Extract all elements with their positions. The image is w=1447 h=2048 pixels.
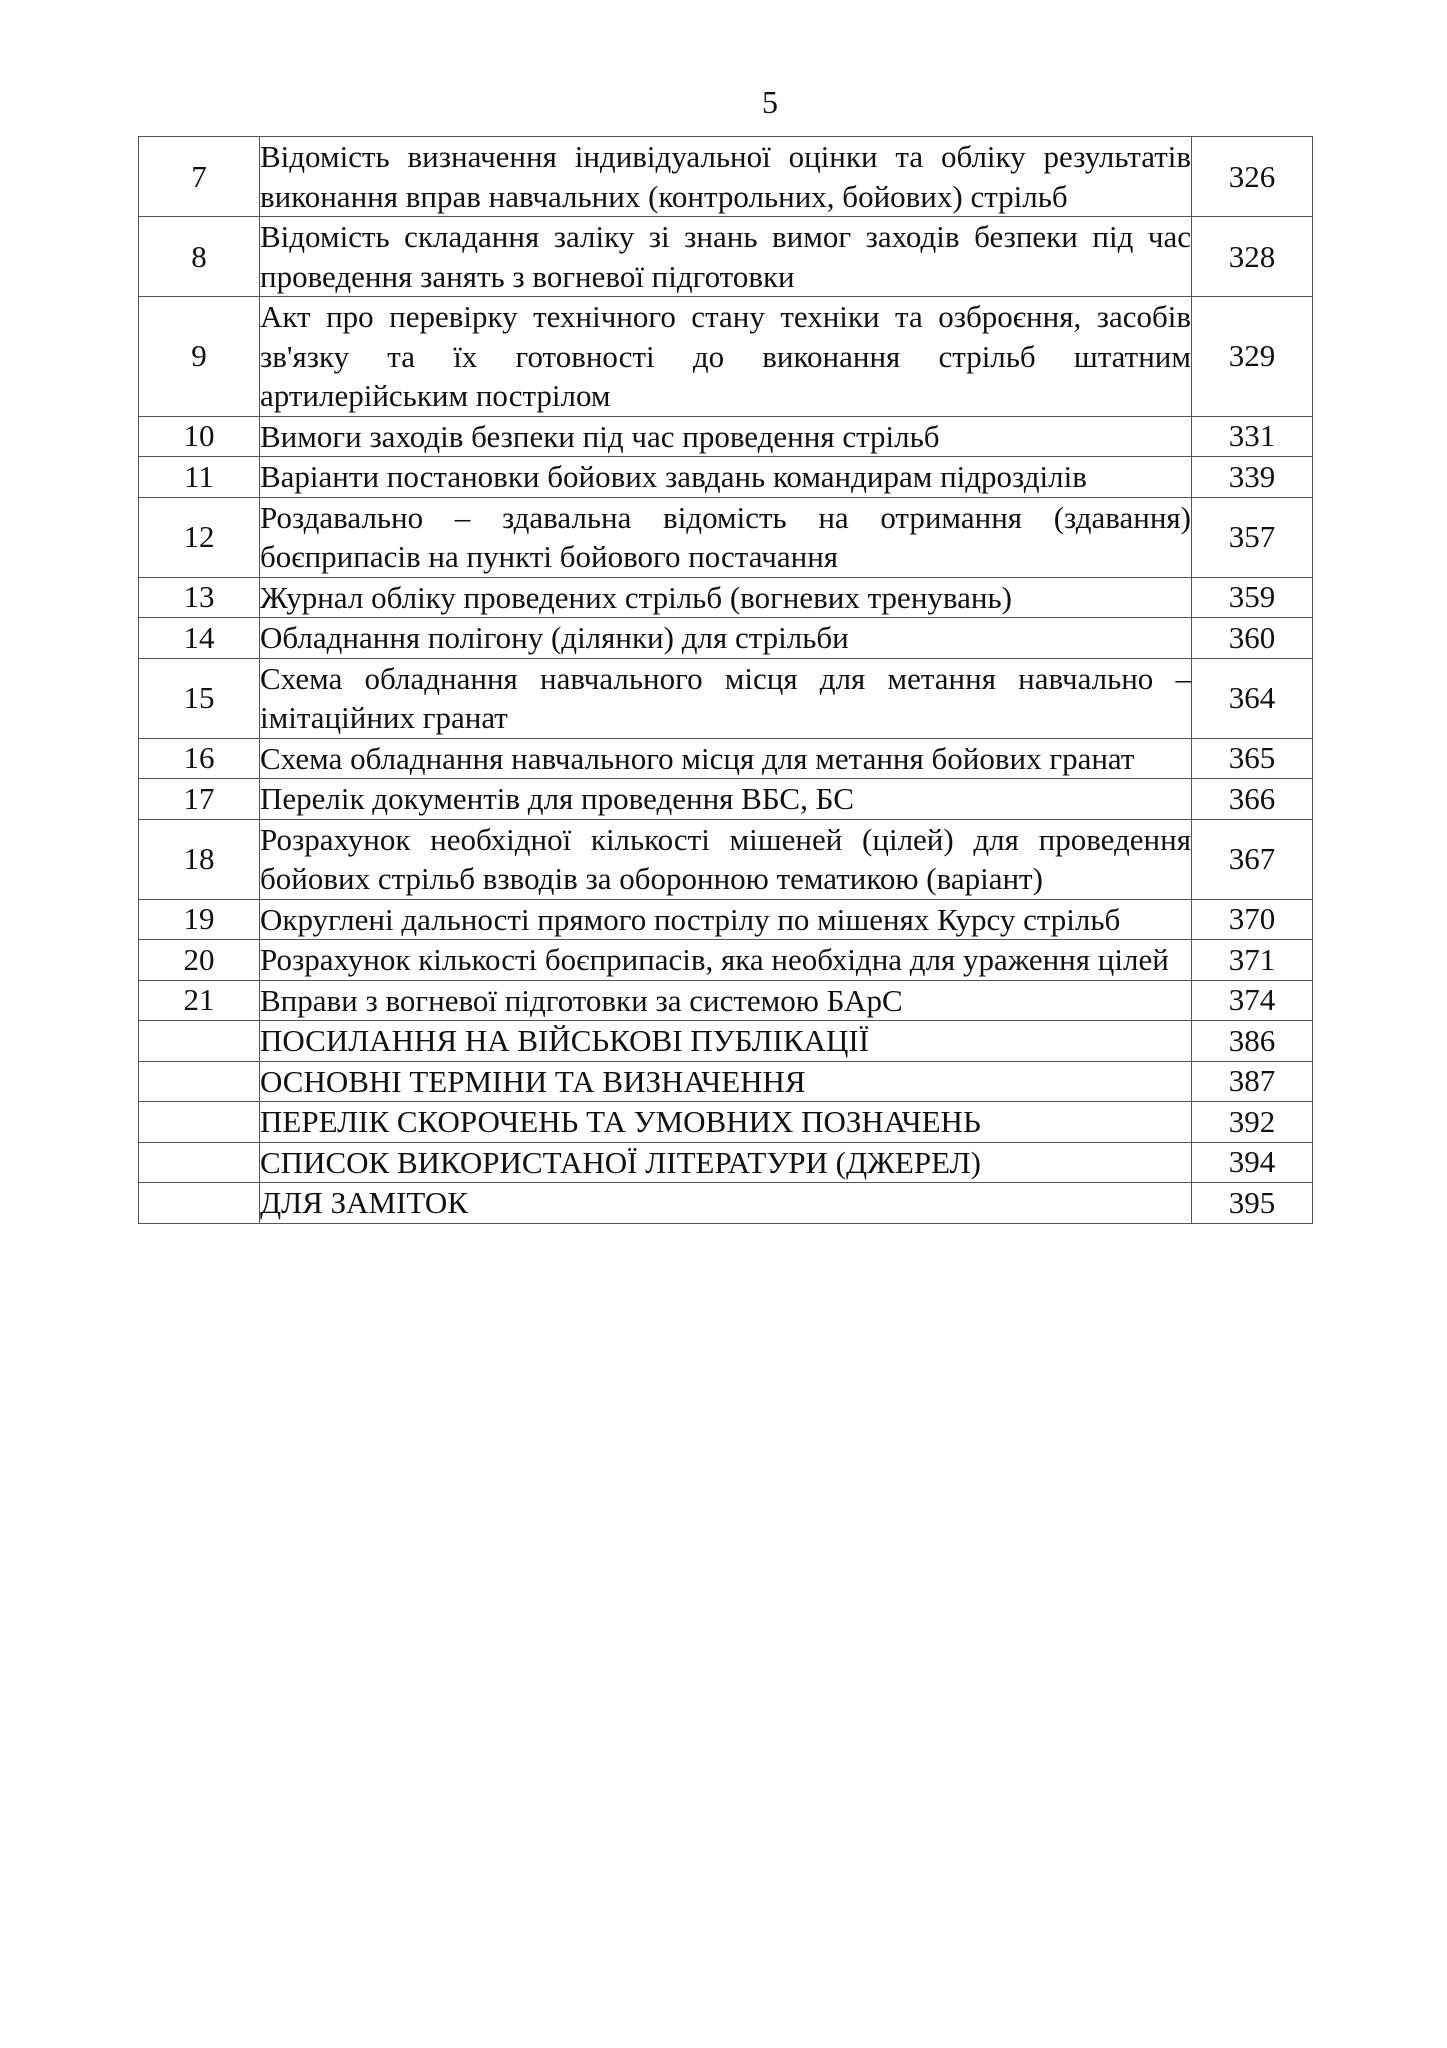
toc-row xyxy=(139,217,1313,297)
toc-row xyxy=(139,899,1313,940)
toc-row xyxy=(139,1183,1313,1224)
row-number: 21 xyxy=(139,980,260,1021)
page-ref: 374 xyxy=(1192,980,1313,1021)
toc-row xyxy=(139,297,1313,417)
row-number: 20 xyxy=(139,940,260,981)
page-ref: 339 xyxy=(1192,457,1313,498)
entry-title: ПЕРЕЛІК СКОРОЧЕНЬ ТА УМОВНИХ ПОЗНАЧЕНЬ xyxy=(260,1102,1192,1143)
toc-row xyxy=(139,416,1313,457)
toc-row xyxy=(139,1142,1313,1183)
row-number xyxy=(139,1142,260,1183)
row-number: 15 xyxy=(139,658,260,738)
toc-row xyxy=(139,980,1313,1021)
page-ref: 395 xyxy=(1192,1183,1313,1224)
page-number: 5 xyxy=(762,84,778,120)
entry-title: Обладнання полігону (ділянки) для стрільби xyxy=(260,618,1192,659)
row-number: 11 xyxy=(139,457,260,498)
toc-row xyxy=(139,1021,1313,1062)
row-number: 10 xyxy=(139,416,260,457)
entry-title: Вправи з вогневої підготовки за системою БАрС xyxy=(260,980,1192,1021)
toc-row xyxy=(139,658,1313,738)
entry-title: Перелік документів для проведення ВБС, БС xyxy=(260,779,1192,820)
toc-row xyxy=(139,819,1313,899)
row-number: 19 xyxy=(139,899,260,940)
row-number xyxy=(139,1021,260,1062)
page-ref: 365 xyxy=(1192,738,1313,779)
row-number: 14 xyxy=(139,618,260,659)
page-ref: 360 xyxy=(1192,618,1313,659)
toc-row xyxy=(139,577,1313,618)
row-number: 13 xyxy=(139,577,260,618)
entry-title: СПИСОК ВИКОРИСТАНОЇ ЛІТЕРАТУРИ (ДЖЕРЕЛ) xyxy=(260,1142,1192,1183)
row-number xyxy=(139,1061,260,1102)
row-number: 17 xyxy=(139,779,260,820)
toc-body xyxy=(139,137,1313,1224)
toc-row xyxy=(139,618,1313,659)
entry-title: ПОСИЛАННЯ НА ВІЙСЬКОВІ ПУБЛІКАЦІЇ xyxy=(260,1021,1192,1062)
entry-title: ОСНОВНІ ТЕРМІНИ ТА ВИЗНАЧЕННЯ xyxy=(260,1061,1192,1102)
page-ref: 371 xyxy=(1192,940,1313,981)
page-ref: 359 xyxy=(1192,577,1313,618)
row-number xyxy=(139,1102,260,1143)
toc-row xyxy=(139,497,1313,577)
page-ref: 328 xyxy=(1192,217,1313,297)
toc-row xyxy=(139,1061,1313,1102)
toc-row xyxy=(139,137,1313,217)
entry-title: Варіанти постановки бойових завдань командирам підрозділів xyxy=(260,457,1192,498)
row-number: 8 xyxy=(139,217,260,297)
entry-title: Схема обладнання навчального місця для метання навчально – імітаційних гранат xyxy=(260,658,1192,738)
page-ref: 367 xyxy=(1192,819,1313,899)
entry-title: Округлені дальності прямого пострілу по мішенях Курсу стрільб xyxy=(260,899,1192,940)
toc-row xyxy=(139,940,1313,981)
page-ref: 394 xyxy=(1192,1142,1313,1183)
row-number: 18 xyxy=(139,819,260,899)
row-number: 12 xyxy=(139,497,260,577)
toc-row xyxy=(139,738,1313,779)
page-ref: 370 xyxy=(1192,899,1313,940)
page-ref: 331 xyxy=(1192,416,1313,457)
row-number: 16 xyxy=(139,738,260,779)
page-ref: 357 xyxy=(1192,497,1313,577)
toc-row xyxy=(139,457,1313,498)
entry-title: ДЛЯ ЗАМІТОК xyxy=(260,1183,1192,1224)
entry-title: Розрахунок кількості боєприпасів, яка необхідна для ураження цілей xyxy=(260,940,1192,981)
page-ref: 386 xyxy=(1192,1021,1313,1062)
entry-title: Розрахунок необхідної кількості мішеней (цілей) для проведення бойових стрільб взводів за оборонною тематикою (варіант) xyxy=(260,819,1192,899)
page-ref: 392 xyxy=(1192,1102,1313,1143)
row-number xyxy=(139,1183,260,1224)
entry-title: Роздавально – здавальна відомість на отримання (здавання) боєприпасів на пункті бойового постачання xyxy=(260,497,1192,577)
row-number: 7 xyxy=(139,137,260,217)
page-ref: 326 xyxy=(1192,137,1313,217)
entry-title: Схема обладнання навчального місця для метання бойових гранат xyxy=(260,738,1192,779)
entry-title: Відомість визначення індивідуальної оцінки та обліку результатів виконання вправ навчальних (контрольних, бойових) стрільб xyxy=(260,137,1192,217)
entry-title: Відомість складання заліку зі знань вимог заходів безпеки під час проведення занять з вогневої підготовки xyxy=(260,217,1192,297)
entry-title: Вимоги заходів безпеки під час проведення стрільб xyxy=(260,416,1192,457)
toc-row xyxy=(139,779,1313,820)
entry-title: Акт про перевірку технічного стану техніки та озброєння, засобів зв'язку та їх готовності до виконання стрільб штатним артилерійським пострілом xyxy=(260,297,1192,417)
row-number: 9 xyxy=(139,297,260,417)
page-ref: 387 xyxy=(1192,1061,1313,1102)
toc-row xyxy=(139,1102,1313,1143)
page-ref: 364 xyxy=(1192,658,1313,738)
page-ref: 329 xyxy=(1192,297,1313,417)
page-ref: 366 xyxy=(1192,779,1313,820)
table-of-contents xyxy=(138,136,1313,1224)
entry-title: Журнал обліку проведених стрільб (вогневих тренувань) xyxy=(260,577,1192,618)
